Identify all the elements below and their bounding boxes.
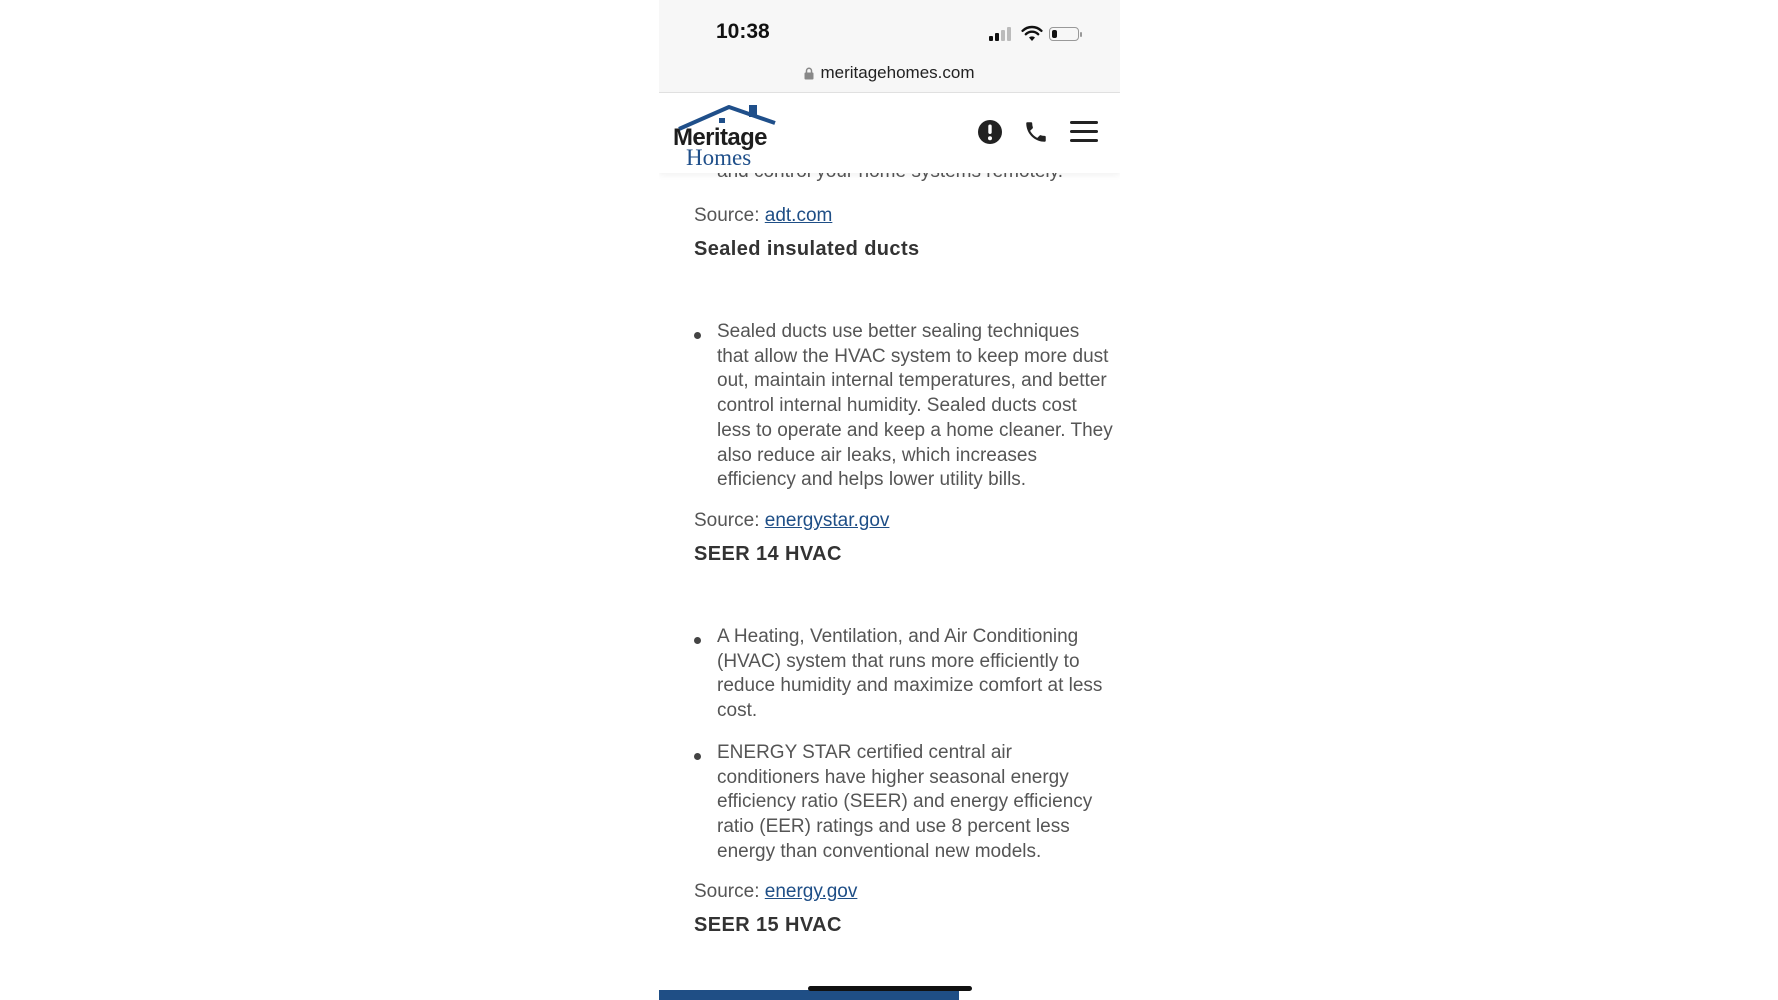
url-text: meritagehomes.com [820,63,975,82]
signal-icon [989,27,1015,41]
menu-icon[interactable] [1070,121,1098,143]
battery-tip [1080,32,1082,37]
list-item: ENERGY STAR certified central air conditioners have higher seasonal energy efficiency ratio (SEER) and energy efficiency ratio (EER) ratings and use 8 percent less energy than conventional new models. [717,742,1093,862]
site-header [659,93,1120,173]
battery-icon [1049,27,1079,41]
home-indicator[interactable] [808,986,972,991]
section-heading: SEER 14 HVAC [694,543,842,565]
lock-icon [804,67,814,80]
bullet-dot [694,332,701,339]
source-line: Source: adt.com [694,205,833,226]
status-time: 10:38 [716,20,770,43]
url-display[interactable] [659,63,1120,83]
bullet-dot [694,637,701,644]
logo-text-homes: Homes [686,145,752,170]
section-heading: Sealed insulated ducts [694,238,920,260]
list-item: Sealed ducts use better sealing techniques that allow the HVAC system to keep more dust out, maintain internal temperatures, and better control internal humidity. Sealed ducts cost less to operate and keep a home cleaner. They also reduce air leaks, which increases efficiency and helps lower utility bills. [717,321,1113,491]
source-link-adt[interactable]: adt.com [764,205,833,226]
source-line: Source: energy.gov [694,881,858,902]
phone-icon[interactable] [1023,119,1049,145]
list-item: A Heating, Ventilation, and Air Conditioning (HVAC) system that runs more efficiently to reduce humidity and maximize comfort at less cost. [717,626,1103,722]
alert-icon[interactable] [977,119,1003,145]
meritage-logo[interactable] [673,103,785,170]
source-link-energy-gov[interactable]: energy.gov [764,881,858,902]
address-bar[interactable] [659,56,1120,93]
section-heading: SEER 15 HVAC [694,914,842,936]
wifi-icon [1021,25,1043,43]
bullet-dot [694,753,701,760]
logo-text-meritage: Meritage [673,124,767,151]
source-line: Source: energystar.gov [694,510,890,531]
source-link-energystar[interactable]: energystar.gov [764,510,890,531]
footer-bar [659,990,959,1000]
status-bar [659,0,1120,56]
phone-screen [659,0,1120,1000]
page-content [659,93,1120,1000]
